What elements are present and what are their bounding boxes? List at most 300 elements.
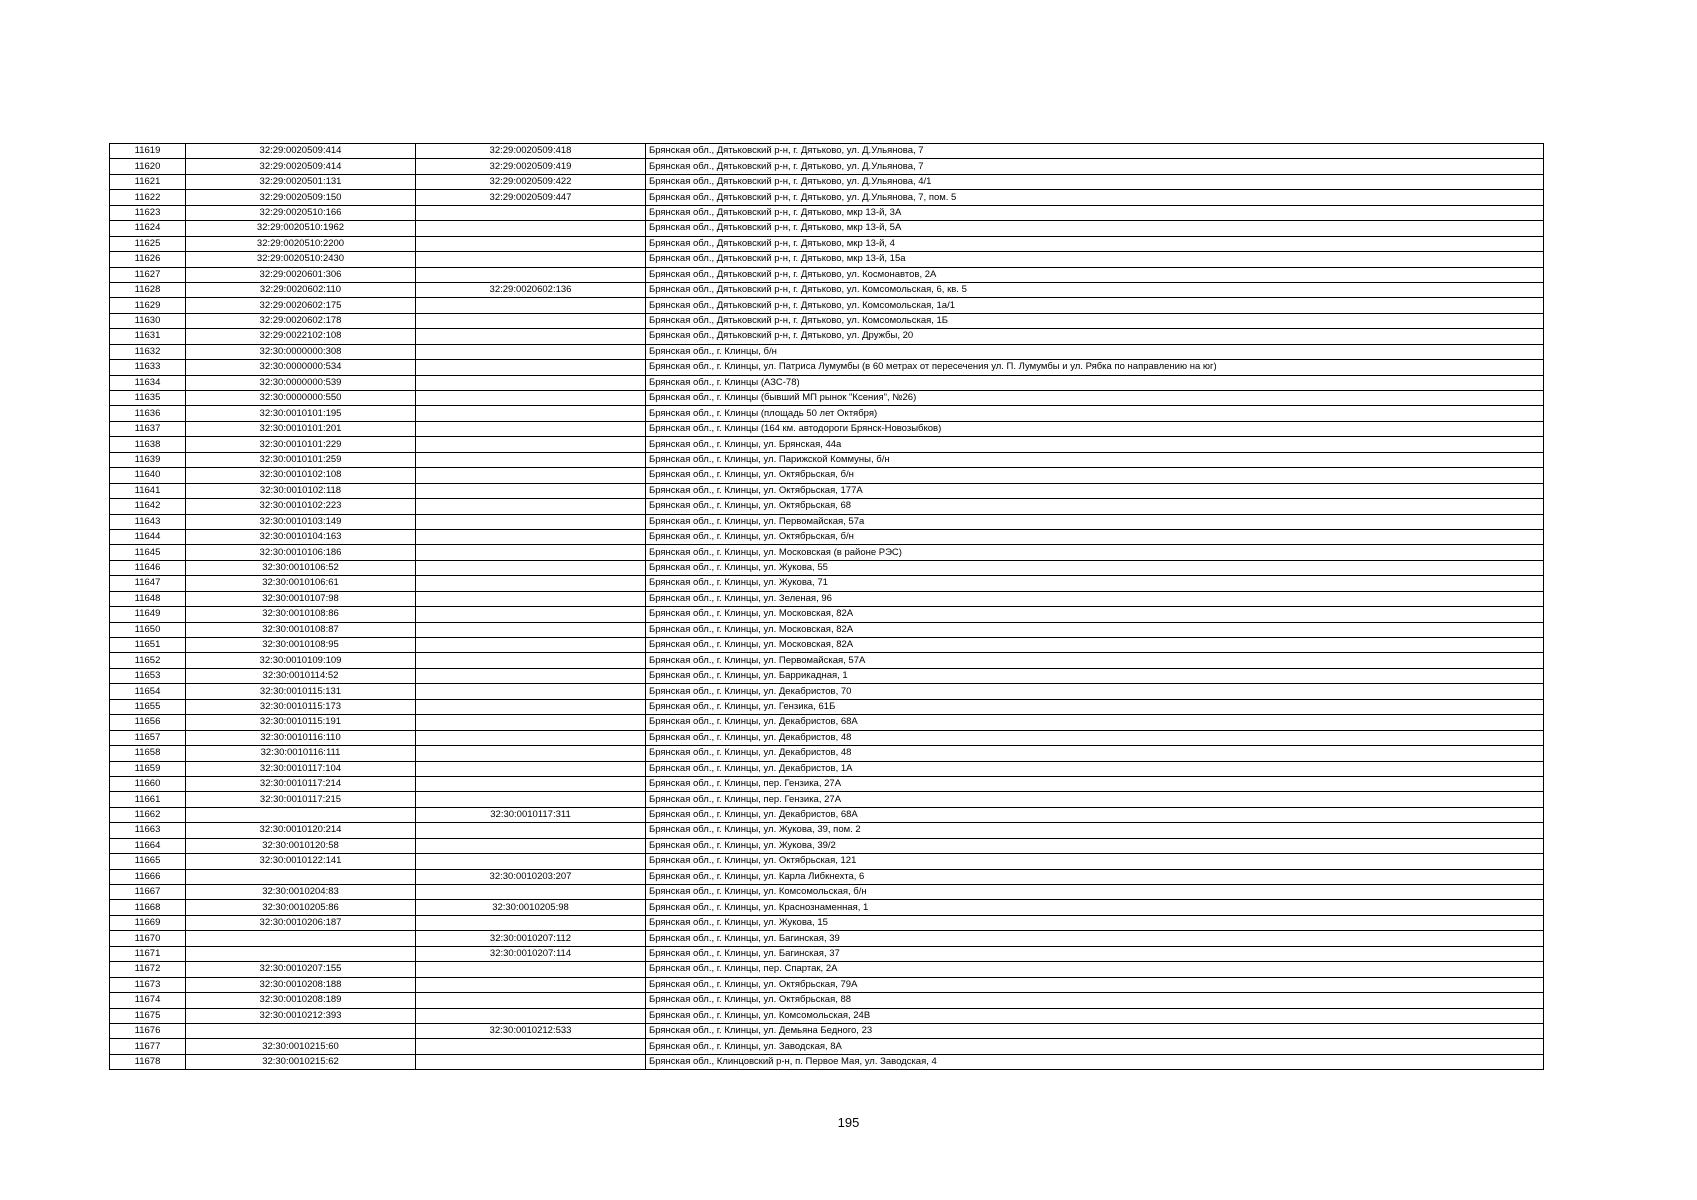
cadastral-number-cell (186, 807, 416, 822)
row-number-cell: 11667 (110, 885, 186, 900)
object-number-cell (416, 607, 646, 622)
row-number-cell: 11666 (110, 869, 186, 884)
address-cell: Брянская обл., г. Клинцы, ул. Жукова, 15 (646, 915, 1544, 930)
table-row (110, 360, 1544, 375)
table-row (110, 946, 1544, 961)
table-row (110, 622, 1544, 637)
cadastral-number-cell: 32:29:0020501:131 (186, 174, 416, 189)
address-cell: Брянская обл., г. Клинцы, ул. Декабристов, 68А (646, 807, 1544, 822)
row-number-cell: 11652 (110, 653, 186, 668)
address-cell: Брянская обл., г. Клинцы, ул. Октябрьская, 177А (646, 483, 1544, 498)
object-number-cell (416, 993, 646, 1008)
address-cell: Брянская обл., г. Клинцы, ул. Патриса Лумумбы (в 60 метрах от пересечения ул. П. Лумумбы и ул. Рябка по направлению на юг) (646, 360, 1544, 375)
row-number-cell: 11651 (110, 638, 186, 653)
row-number-cell: 11648 (110, 591, 186, 606)
cadastral-number-cell: 32:30:0010115:191 (186, 715, 416, 730)
table-row (110, 869, 1544, 884)
row-number-cell: 11622 (110, 190, 186, 205)
page-number: 195 (837, 1115, 860, 1130)
row-number-cell: 11626 (110, 252, 186, 267)
table-row (110, 761, 1544, 776)
table-row (110, 236, 1544, 251)
table-row (110, 313, 1544, 328)
address-cell: Брянская обл., г. Клинцы, ул. Жукова, 71 (646, 576, 1544, 591)
table-row (110, 205, 1544, 220)
address-cell: Брянская обл., Дятьковский р-н, г. Дятьково, ул. Дружбы, 20 (646, 329, 1544, 344)
table-row (110, 421, 1544, 436)
row-number-cell: 11650 (110, 622, 186, 637)
address-cell: Брянская обл., г. Клинцы, ул. Октябрьская, б/н (646, 468, 1544, 483)
address-cell: Брянская обл., г. Клинцы, ул. Гензика, 61Б (646, 699, 1544, 714)
cadastral-number-cell: 32:30:0010102:118 (186, 483, 416, 498)
object-number-cell: 32:30:0010207:114 (416, 946, 646, 961)
address-cell: Брянская обл., г. Клинцы, ул. Демьяна Бедного, 23 (646, 1023, 1544, 1038)
row-number-cell: 11673 (110, 977, 186, 992)
cadastral-number-cell: 32:30:0010204:83 (186, 885, 416, 900)
address-cell: Брянская обл., г. Клинцы, ул. Декабристов, 48 (646, 746, 1544, 761)
address-cell: Брянская обл., г. Клинцы, пер. Спартак, 2А (646, 962, 1544, 977)
address-cell: Брянская обл., Клинцовский р-н, п. Первое Мая, ул. Заводская, 4 (646, 1054, 1544, 1069)
address-cell: Брянская обл., Дятьковский р-н, г. Дятьково, мкр 13-й, 4 (646, 236, 1544, 251)
table-row (110, 529, 1544, 544)
address-cell: Брянская обл., г. Клинцы, ул. Первомайская, 57А (646, 653, 1544, 668)
object-number-cell (416, 391, 646, 406)
row-number-cell: 11632 (110, 344, 186, 359)
object-number-cell: 32:29:0020509:447 (416, 190, 646, 205)
object-number-cell (416, 514, 646, 529)
table-row (110, 174, 1544, 189)
row-number-cell: 11655 (110, 699, 186, 714)
table-row (110, 514, 1544, 529)
cadastral-number-cell: 32:30:0010114:52 (186, 668, 416, 683)
address-cell: Брянская обл., г. Клинцы (164 км. автодороги Брянск-Новозыбков) (646, 421, 1544, 436)
object-number-cell (416, 298, 646, 313)
row-number-cell: 11659 (110, 761, 186, 776)
row-number-cell: 11669 (110, 915, 186, 930)
row-number-cell: 11641 (110, 483, 186, 498)
object-number-cell (416, 344, 646, 359)
table-row (110, 915, 1544, 930)
object-number-cell: 32:30:0010212:533 (416, 1023, 646, 1038)
cadastral-number-cell: 32:30:0010116:110 (186, 730, 416, 745)
cadastral-number-cell (186, 931, 416, 946)
row-number-cell: 11640 (110, 468, 186, 483)
row-number-cell: 11671 (110, 946, 186, 961)
cadastral-number-cell: 32:30:0010108:86 (186, 607, 416, 622)
cadastral-number-cell: 32:30:0010109:109 (186, 653, 416, 668)
object-number-cell (416, 1039, 646, 1054)
row-number-cell: 11634 (110, 375, 186, 390)
object-number-cell (416, 406, 646, 421)
cadastral-number-cell: 32:30:0010106:52 (186, 560, 416, 575)
cadastral-number-cell: 32:30:0010102:223 (186, 499, 416, 514)
row-number-cell: 11627 (110, 267, 186, 282)
address-cell: Брянская обл., г. Клинцы, ул. Багинская, 39 (646, 931, 1544, 946)
cadastral-number-cell: 32:30:0010106:186 (186, 545, 416, 560)
table-row (110, 823, 1544, 838)
cadastral-number-cell: 32:30:0010101:259 (186, 452, 416, 467)
object-number-cell (416, 776, 646, 791)
cadastral-number-cell (186, 1023, 416, 1038)
address-cell: Брянская обл., г. Клинцы, ул. Первомайская, 57а (646, 514, 1544, 529)
object-number-cell (416, 205, 646, 220)
table-row (110, 1039, 1544, 1054)
row-number-cell: 11677 (110, 1039, 186, 1054)
cadastral-number-cell: 32:30:0010215:60 (186, 1039, 416, 1054)
object-number-cell (416, 591, 646, 606)
object-number-cell (416, 838, 646, 853)
table-row (110, 962, 1544, 977)
cadastral-number-cell: 32:29:0020509:150 (186, 190, 416, 205)
address-cell: Брянская обл., г. Клинцы, ул. Московская, 82А (646, 638, 1544, 653)
cadastral-number-cell: 32:30:0010208:189 (186, 993, 416, 1008)
cadastral-number-cell: 32:30:0010120:58 (186, 838, 416, 853)
table-row (110, 252, 1544, 267)
cadastral-number-cell: 32:30:0010117:214 (186, 776, 416, 791)
row-number-cell: 11637 (110, 421, 186, 436)
address-cell: Брянская обл., г. Клинцы, ул. Октябрьская, 68 (646, 499, 1544, 514)
address-cell: Брянская обл., г. Клинцы, ул. Баррикадная, 1 (646, 668, 1544, 683)
object-number-cell (416, 792, 646, 807)
table-row (110, 159, 1544, 174)
object-number-cell (416, 483, 646, 498)
object-number-cell (416, 421, 646, 436)
table-row (110, 560, 1544, 575)
cadastral-number-cell: 32:29:0020510:1962 (186, 221, 416, 236)
address-cell: Брянская обл., г. Клинцы, ул. Комсомольская, б/н (646, 885, 1544, 900)
row-number-cell: 11672 (110, 962, 186, 977)
object-number-cell (416, 545, 646, 560)
table-row (110, 329, 1544, 344)
table-row (110, 653, 1544, 668)
object-number-cell (416, 329, 646, 344)
object-number-cell (416, 1054, 646, 1069)
object-number-cell (416, 885, 646, 900)
row-number-cell: 11633 (110, 360, 186, 375)
cadastral-number-cell: 32:30:0010215:62 (186, 1054, 416, 1069)
row-number-cell: 11653 (110, 668, 186, 683)
cadastral-number-cell: 32:30:0010107:98 (186, 591, 416, 606)
object-number-cell (416, 267, 646, 282)
address-cell: Брянская обл., Дятьковский р-н, г. Дятьково, ул. Комсомольская, 1а/1 (646, 298, 1544, 313)
row-number-cell: 11661 (110, 792, 186, 807)
row-number-cell: 11625 (110, 236, 186, 251)
address-cell: Брянская обл., г. Клинцы, ул. Октябрьская, 79А (646, 977, 1544, 992)
table-row (110, 452, 1544, 467)
cadastral-number-cell: 32:30:0000000:308 (186, 344, 416, 359)
cadastral-number-cell: 32:30:0010120:214 (186, 823, 416, 838)
table-row (110, 607, 1544, 622)
cadastral-number-cell: 32:30:0010116:111 (186, 746, 416, 761)
address-cell: Брянская обл., г. Клинцы, ул. Жукова, 39/2 (646, 838, 1544, 853)
table-row (110, 1054, 1544, 1069)
cadastral-number-cell: 32:30:0010115:173 (186, 699, 416, 714)
address-cell: Брянская обл., Дятьковский р-н, г. Дятьково, ул. Космонавтов, 2А (646, 267, 1544, 282)
cadastral-number-cell: 32:30:0010108:95 (186, 638, 416, 653)
row-number-cell: 11642 (110, 499, 186, 514)
address-cell: Брянская обл., г. Клинцы, ул. Октябрьская, 88 (646, 993, 1544, 1008)
table-row (110, 885, 1544, 900)
row-number-cell: 11674 (110, 993, 186, 1008)
row-number-cell: 11660 (110, 776, 186, 791)
object-number-cell (416, 653, 646, 668)
object-number-cell (416, 452, 646, 467)
cadastral-number-cell: 32:30:0010117:104 (186, 761, 416, 776)
address-cell: Брянская обл., г. Клинцы, ул. Московская, 82А (646, 607, 1544, 622)
table-row (110, 993, 1544, 1008)
object-number-cell (416, 529, 646, 544)
row-number-cell: 11662 (110, 807, 186, 822)
address-cell: Брянская обл., Дятьковский р-н, г. Дятьково, мкр 13-й, 15а (646, 252, 1544, 267)
table-row (110, 437, 1544, 452)
row-number-cell: 11663 (110, 823, 186, 838)
row-number-cell: 11638 (110, 437, 186, 452)
table-row (110, 391, 1544, 406)
table-row (110, 854, 1544, 869)
row-number-cell: 11645 (110, 545, 186, 560)
table-row (110, 221, 1544, 236)
address-cell: Брянская обл., г. Клинцы, ул. Декабристов, 68А (646, 715, 1544, 730)
object-number-cell (416, 823, 646, 838)
address-cell: Брянская обл., г. Клинцы, ул. Октябрьская, 121 (646, 854, 1544, 869)
table-row (110, 468, 1544, 483)
table-row (110, 730, 1544, 745)
row-number-cell: 11658 (110, 746, 186, 761)
row-number-cell: 11657 (110, 730, 186, 745)
address-cell: Брянская обл., Дятьковский р-н, г. Дятьково, ул. Д.Ульянова, 4/1 (646, 174, 1544, 189)
object-number-cell: 32:29:0020602:136 (416, 282, 646, 297)
row-number-cell: 11619 (110, 144, 186, 159)
object-number-cell: 32:30:0010207:112 (416, 931, 646, 946)
row-number-cell: 11665 (110, 854, 186, 869)
table-row (110, 344, 1544, 359)
table-row (110, 792, 1544, 807)
object-number-cell (416, 638, 646, 653)
address-cell: Брянская обл., г. Клинцы, пер. Гензика, 27А (646, 792, 1544, 807)
table-row (110, 931, 1544, 946)
row-number-cell: 11654 (110, 684, 186, 699)
table-row (110, 807, 1544, 822)
cadastral-number-cell: 32:30:0010207:155 (186, 962, 416, 977)
cadastral-number-cell: 32:30:0000000:539 (186, 375, 416, 390)
table-row (110, 267, 1544, 282)
property-table (109, 143, 1544, 1070)
cadastral-number-cell: 32:30:0010101:195 (186, 406, 416, 421)
cadastral-number-cell: 32:29:0020509:414 (186, 159, 416, 174)
object-number-cell (416, 684, 646, 699)
object-number-cell (416, 1008, 646, 1023)
address-cell: Брянская обл., г. Клинцы, ул. Заводская, 8А (646, 1039, 1544, 1054)
cadastral-number-cell: 32:30:0010106:61 (186, 576, 416, 591)
address-cell: Брянская обл., Дятьковский р-н, г. Дятьково, ул. Д.Ульянова, 7 (646, 159, 1544, 174)
address-cell: Брянская обл., Дятьковский р-н, г. Дятьково, ул. Д.Ульянова, 7 (646, 144, 1544, 159)
table-row (110, 144, 1544, 159)
cadastral-number-cell: 32:30:0010101:201 (186, 421, 416, 436)
object-number-cell (416, 730, 646, 745)
object-number-cell (416, 622, 646, 637)
cadastral-number-cell: 32:29:0020510:2430 (186, 252, 416, 267)
cadastral-number-cell: 32:30:0010206:187 (186, 915, 416, 930)
cadastral-number-cell: 32:30:0010122:141 (186, 854, 416, 869)
object-number-cell (416, 313, 646, 328)
object-number-cell (416, 854, 646, 869)
cadastral-number-cell: 32:29:0020509:414 (186, 144, 416, 159)
table-row (110, 545, 1544, 560)
row-number-cell: 11670 (110, 931, 186, 946)
address-cell: Брянская обл., г. Клинцы, пер. Гензика, 27А (646, 776, 1544, 791)
address-cell: Брянская обл., г. Клинцы, ул. Московская, 82А (646, 622, 1544, 637)
address-cell: Брянская обл., г. Клинцы, ул. Жукова, 39, пом. 2 (646, 823, 1544, 838)
cadastral-number-cell: 32:30:0010117:215 (186, 792, 416, 807)
address-cell: Брянская обл., г. Клинцы, ул. Карла Либкнехта, 6 (646, 869, 1544, 884)
cadastral-number-cell: 32:30:0010108:87 (186, 622, 416, 637)
cadastral-number-cell: 32:29:0020510:166 (186, 205, 416, 220)
table-row (110, 1023, 1544, 1038)
object-number-cell (416, 360, 646, 375)
cadastral-number-cell: 32:29:0022102:108 (186, 329, 416, 344)
cadastral-number-cell: 32:30:0010115:131 (186, 684, 416, 699)
cadastral-number-cell: 32:29:0020510:2200 (186, 236, 416, 251)
table-row (110, 375, 1544, 390)
row-number-cell: 11620 (110, 159, 186, 174)
cadastral-number-cell: 32:29:0020602:175 (186, 298, 416, 313)
table-row (110, 900, 1544, 915)
address-cell: Брянская обл., г. Клинцы, ул. Багинская, 37 (646, 946, 1544, 961)
row-number-cell: 11644 (110, 529, 186, 544)
table-row (110, 638, 1544, 653)
object-number-cell: 32:29:0020509:422 (416, 174, 646, 189)
row-number-cell: 11664 (110, 838, 186, 853)
row-number-cell: 11639 (110, 452, 186, 467)
cadastral-number-cell: 32:30:0000000:550 (186, 391, 416, 406)
row-number-cell: 11676 (110, 1023, 186, 1038)
address-cell: Брянская обл., г. Клинцы, ул. Комсомольская, 24В (646, 1008, 1544, 1023)
row-number-cell: 11624 (110, 221, 186, 236)
table-row (110, 499, 1544, 514)
cadastral-number-cell: 32:29:0020601:306 (186, 267, 416, 282)
object-number-cell: 32:30:0010205:98 (416, 900, 646, 915)
object-number-cell (416, 236, 646, 251)
object-number-cell: 32:30:0010203:207 (416, 869, 646, 884)
object-number-cell (416, 668, 646, 683)
table-row (110, 298, 1544, 313)
row-number-cell: 11646 (110, 560, 186, 575)
address-cell: Брянская обл., г. Клинцы, ул. Краснознаменная, 1 (646, 900, 1544, 915)
address-cell: Брянская обл., Дятьковский р-н, г. Дятьково, ул. Д.Ульянова, 7, пом. 5 (646, 190, 1544, 205)
object-number-cell (416, 252, 646, 267)
object-number-cell (416, 221, 646, 236)
row-number-cell: 11668 (110, 900, 186, 915)
table-row (110, 406, 1544, 421)
object-number-cell (416, 977, 646, 992)
row-number-cell: 11623 (110, 205, 186, 220)
row-number-cell: 11629 (110, 298, 186, 313)
cadastral-number-cell: 32:30:0010101:229 (186, 437, 416, 452)
table-row (110, 977, 1544, 992)
address-cell: Брянская обл., г. Клинцы, ул. Декабристов, 1А (646, 761, 1544, 776)
cadastral-number-cell: 32:30:0010212:393 (186, 1008, 416, 1023)
object-number-cell (416, 746, 646, 761)
cadastral-number-cell: 32:30:0010104:163 (186, 529, 416, 544)
table-row (110, 668, 1544, 683)
object-number-cell (416, 761, 646, 776)
address-cell: Брянская обл., Дятьковский р-н, г. Дятьково, мкр 13-й, 3А (646, 205, 1544, 220)
object-number-cell: 32:29:0020509:418 (416, 144, 646, 159)
row-number-cell: 11656 (110, 715, 186, 730)
object-number-cell (416, 375, 646, 390)
address-cell: Брянская обл., Дятьковский р-н, г. Дятьково, ул. Комсомольская, 1Б (646, 313, 1544, 328)
object-number-cell: 32:30:0010117:311 (416, 807, 646, 822)
table-row (110, 746, 1544, 761)
row-number-cell: 11647 (110, 576, 186, 591)
cadastral-number-cell: 32:30:0010208:188 (186, 977, 416, 992)
cadastral-number-cell: 32:30:0010205:86 (186, 900, 416, 915)
object-number-cell: 32:29:0020509:419 (416, 159, 646, 174)
table-row (110, 576, 1544, 591)
address-cell: Брянская обл., г. Клинцы (бывший МП рынок "Ксения", №26) (646, 391, 1544, 406)
table-row (110, 483, 1544, 498)
row-number-cell: 11636 (110, 406, 186, 421)
cadastral-number-cell (186, 946, 416, 961)
row-number-cell: 11630 (110, 313, 186, 328)
address-cell: Брянская обл., г. Клинцы, ул. Парижской Коммуны, б/н (646, 452, 1544, 467)
table-row (110, 776, 1544, 791)
table-row (110, 591, 1544, 606)
cadastral-number-cell: 32:30:0000000:534 (186, 360, 416, 375)
address-cell: Брянская обл., г. Клинцы, б/н (646, 344, 1544, 359)
row-number-cell: 11678 (110, 1054, 186, 1069)
cadastral-number-cell: 32:29:0020602:178 (186, 313, 416, 328)
address-cell: Брянская обл., Дятьковский р-н, г. Дятьково, ул. Комсомольская, 6, кв. 5 (646, 282, 1544, 297)
table-row (110, 1008, 1544, 1023)
table-row (110, 715, 1544, 730)
object-number-cell (416, 962, 646, 977)
table-row (110, 699, 1544, 714)
object-number-cell (416, 560, 646, 575)
object-number-cell (416, 437, 646, 452)
table-row (110, 190, 1544, 205)
address-cell: Брянская обл., г. Клинцы, ул. Московская (в районе РЭС) (646, 545, 1544, 560)
row-number-cell: 11649 (110, 607, 186, 622)
object-number-cell (416, 468, 646, 483)
property-table-body (110, 144, 1544, 1070)
address-cell: Брянская обл., г. Клинцы, ул. Октябрьская, б/н (646, 529, 1544, 544)
row-number-cell: 11621 (110, 174, 186, 189)
cadastral-number-cell: 32:30:0010103:149 (186, 514, 416, 529)
address-cell: Брянская обл., Дятьковский р-н, г. Дятьково, мкр 13-й, 5А (646, 221, 1544, 236)
address-cell: Брянская обл., г. Клинцы, ул. Зеленая, 96 (646, 591, 1544, 606)
object-number-cell (416, 699, 646, 714)
row-number-cell: 11643 (110, 514, 186, 529)
address-cell: Брянская обл., г. Клинцы, ул. Декабристов, 48 (646, 730, 1544, 745)
object-number-cell (416, 576, 646, 591)
row-number-cell: 11635 (110, 391, 186, 406)
table-row (110, 282, 1544, 297)
address-cell: Брянская обл., г. Клинцы, ул. Жукова, 55 (646, 560, 1544, 575)
object-number-cell (416, 715, 646, 730)
address-cell: Брянская обл., г. Клинцы, ул. Брянская, 44а (646, 437, 1544, 452)
address-cell: Брянская обл., г. Клинцы, ул. Декабристов, 70 (646, 684, 1544, 699)
cadastral-number-cell: 32:30:0010102:108 (186, 468, 416, 483)
cadastral-number-cell (186, 869, 416, 884)
table-row (110, 838, 1544, 853)
object-number-cell (416, 915, 646, 930)
row-number-cell: 11631 (110, 329, 186, 344)
table-row (110, 684, 1544, 699)
address-cell: Брянская обл., г. Клинцы (АЗС-78) (646, 375, 1544, 390)
row-number-cell: 11628 (110, 282, 186, 297)
address-cell: Брянская обл., г. Клинцы (площадь 50 лет Октября) (646, 406, 1544, 421)
